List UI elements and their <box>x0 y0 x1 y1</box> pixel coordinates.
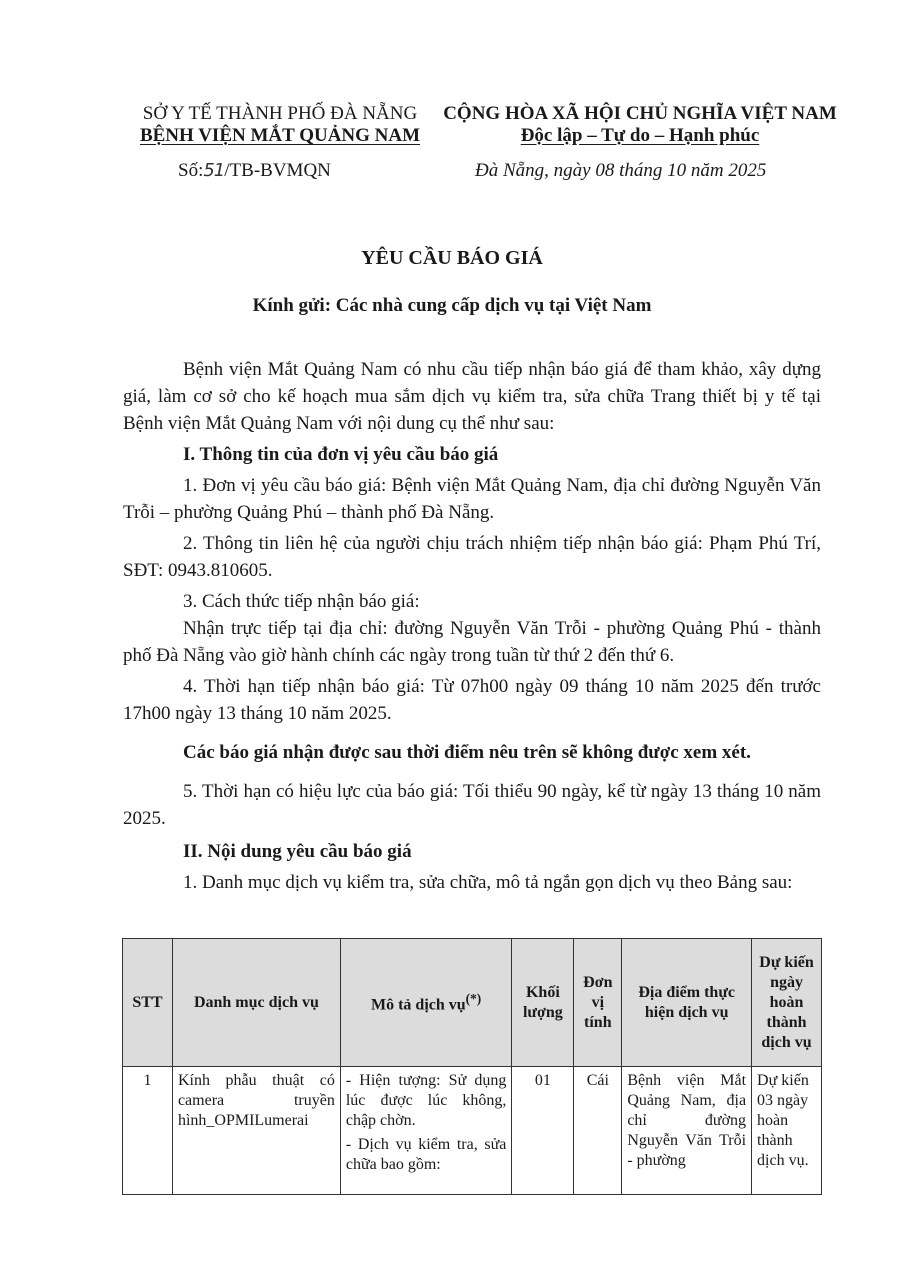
handwritten-number: 51 <box>203 160 225 181</box>
section-1-heading: I. Thông tin của đơn vị yêu cầu báo giá <box>183 444 499 465</box>
header-description-label: Mô tả dịch vụ <box>371 996 466 1014</box>
header-service-name: Danh mục dịch vụ <box>172 939 340 1067</box>
document-number <box>178 160 331 182</box>
header-stt: STT <box>123 939 173 1067</box>
row-stt: 1 <box>123 1067 173 1195</box>
issuer-hospital: BỆNH VIỆN MẮT QUẢNG NAM <box>139 125 421 146</box>
item-5-paragraph: 5. Thời hạn có hiệu lực của báo giá: Tối thiểu 90 ngày, kể từ ngày 13 tháng 10 năm 2025. <box>123 781 821 829</box>
national-motto-block <box>430 103 850 147</box>
document-number-prefix: Số: <box>178 160 204 181</box>
header-eta: Dự kiến ngày hoàn thành dịch vụ <box>752 939 822 1067</box>
row-service-name: Kính phẫu thuật có camera truyền hình_OPMILumerai <box>172 1067 340 1195</box>
deadline-notice: Các báo giá nhận được sau thời điểm nêu trên sẽ không được xem xét. <box>183 742 751 763</box>
header-location: Địa điểm thực hiện dịch vụ <box>622 939 752 1067</box>
row-eta: Dự kiến 03 ngày hoàn thành dịch vụ. <box>752 1067 822 1195</box>
document-title: YÊU CẦU BÁO GIÁ <box>361 247 543 269</box>
table-header-row <box>123 939 822 1067</box>
section-2-heading: II. Nội dung yêu cầu báo giá <box>183 841 412 862</box>
item-2-paragraph: 2. Thông tin liên hệ của người chịu trách nhiệm tiếp nhận báo giá: Phạm Phú Trí, SĐT: 0943.810605. <box>123 533 821 581</box>
item-3-detail: Nhận trực tiếp tại địa chỉ: đường Nguyễn Văn Trỗi - phường Quảng Phú - thành phố Đà Nẵng vào giờ hành chính các ngày trong tuần từ thứ 2 đến thứ 6. <box>123 618 821 666</box>
row-unit: Cái <box>574 1067 622 1195</box>
row-location: Bệnh viện Mắt Quảng Nam, địa chỉ đường Nguyễn Văn Trỗi - phường <box>622 1067 752 1195</box>
national-name: CỘNG HÒA XÃ HỘI CHỦ NGHĨA VIỆT NAM <box>443 103 837 124</box>
item-4-paragraph: 4. Thời hạn tiếp nhận báo giá: Từ 07h00 ngày 09 tháng 10 năm 2025 đến trước 17h00 ngày 13 tháng 10 năm 2025. <box>123 676 821 724</box>
service-table <box>122 938 822 1195</box>
item-1-paragraph: 1. Đơn vị yêu cầu báo giá: Bệnh viện Mắt Quảng Nam, địa chỉ đường Nguyễn Văn Trỗi – phường Quảng Phú – thành phố Đà Nẵng. <box>123 475 821 523</box>
recipient-line: Kính gửi: Các nhà cung cấp dịch vụ tại Việt Nam <box>252 295 652 316</box>
row-description <box>340 1067 512 1195</box>
header-unit: Đơn vị tính <box>574 939 622 1067</box>
document-number-suffix: /TB-BVMQN <box>224 160 331 181</box>
intro-paragraph: Bệnh viện Mắt Quảng Nam có nhu cầu tiếp nhận báo giá để tham khảo, xây dựng giá, làm cơ sở cho kế hoạch mua sắm dịch vụ kiểm tra, sửa chữa Trang thiết bị y tế tại Bệnh viện Mắt Quảng Nam với nội dung cụ thể như sau: <box>123 359 821 434</box>
item-3-paragraph: 3. Cách thức tiếp nhận báo giá: <box>183 591 420 612</box>
issuer-block <box>120 103 440 147</box>
row-description-scope: - Dịch vụ kiểm tra, sửa chữa bao gồm: <box>345 1136 507 1173</box>
national-motto: Độc lập – Tự do – Hạnh phúc <box>520 125 760 146</box>
table-intro-paragraph: 1. Danh mục dịch vụ kiểm tra, sửa chữa, mô tả ngắn gọn dịch vụ theo Bảng sau: <box>183 872 793 893</box>
row-description-symptom: - Hiện tượng: Sử dụng lúc được lúc không, chập chờn. <box>345 1072 507 1129</box>
document-body <box>123 356 821 896</box>
table-row <box>123 1067 822 1195</box>
header-description <box>340 939 512 1067</box>
document-date: Đà Nẵng, ngày 08 tháng 10 năm 2025 <box>475 160 767 181</box>
issuer-department: SỞ Y TẾ THÀNH PHỐ ĐÀ NẴNG <box>142 103 418 124</box>
row-quantity: 01 <box>512 1067 574 1195</box>
header-description-sup: (*) <box>465 991 482 1007</box>
header-quantity: Khối lượng <box>512 939 574 1067</box>
